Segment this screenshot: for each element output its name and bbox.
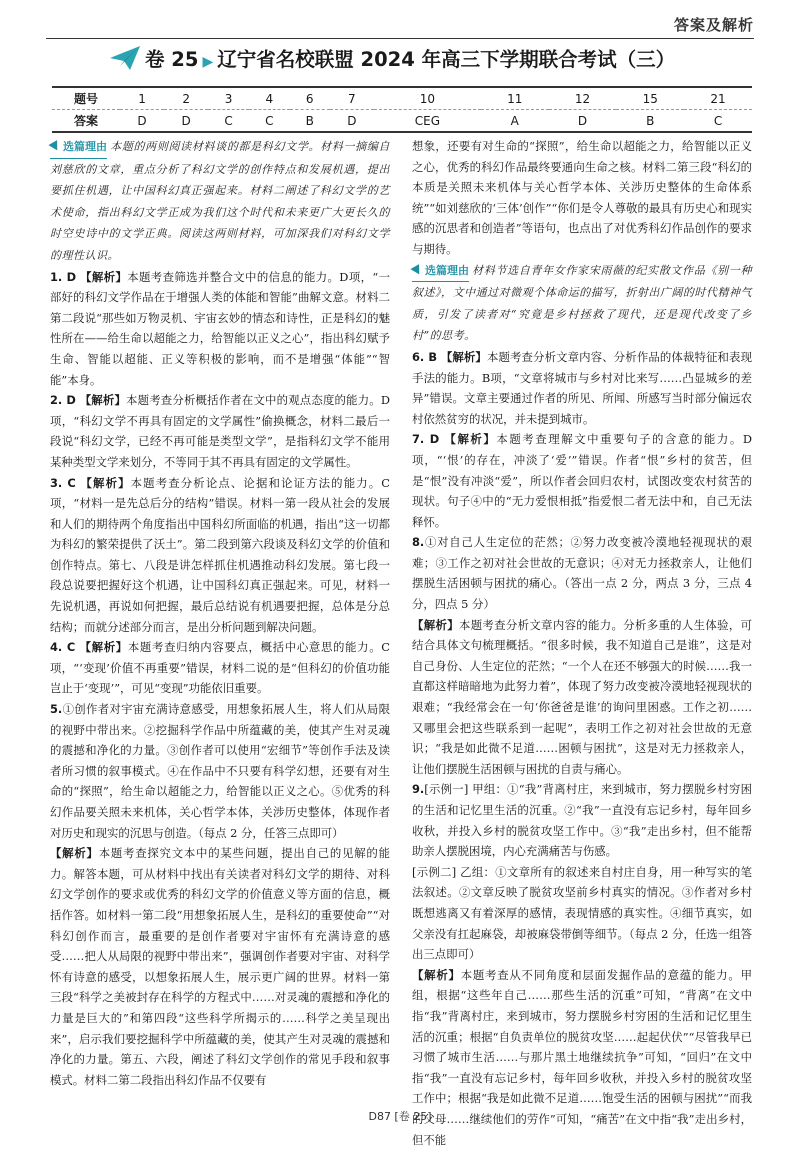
answer-2 [50,390,390,472]
question-number: 21 [684,87,752,110]
selection-reason-tag [50,137,107,159]
answer-table [52,86,752,133]
answer-value: D [549,110,617,133]
answer-6 [412,347,752,429]
answer-text: 本题考查分析概括作者在文中的观点态度的能力。D项，“科幻文学不再具有固定的文学属性”偷换概念，材料二最后一段说“科幻文学，已经不再可能是类型文学”，是指科幻文学不能用某种类型文学来划分，不等同于其不再具有固定的文学属性。 [50,393,390,469]
answer-value: C [249,110,290,133]
tag-label: 选篇理由 [425,263,469,277]
analysis-label: 【解析】 [412,617,459,632]
answer-table-header-row [52,87,752,110]
question-number: 11 [481,87,549,110]
answer-text: 本题考查筛选并整合文中的信息的能力。D项，“一部好的科幻文学作品在于增强人类的体能和智能”曲解文意。材料二第二段说“那些如万物灵机、宇宙玄妙的情态和诗性，正是科幻的魅性所在——给生命以超能之力，给智能以正义之心”，指出科幻赋予生命、智能以超能、正义等积极的影响，而不是增强“体能”“智能”本身。 [50,269,390,387]
answer-7 [412,429,752,532]
analysis-label: 【解析】 [50,846,99,861]
analysis-label: 【解析】 [79,393,127,408]
page-number: D87 [卷 25] [368,1110,432,1123]
section-label: 答案及解析 [673,16,754,34]
answer-text: 本题考查归纳内容要点，概括中心意思的能力。C项，“‘变现’价值不再重要”错误，材料二说的是“但科幻的价值功能岂止于‘变现’”，可见“变现”功能依旧重要。 [50,640,391,696]
row-label-number: 题号 [52,87,120,110]
selection-reason-tag [412,261,469,283]
selection-reason-1 [50,136,390,267]
answer-number: 4. C [50,640,76,655]
paper-plane-icon [108,44,142,72]
selection-reason-2 [412,260,752,347]
analysis-label: 【解析】 [80,475,131,490]
row-label-answer: 答案 [52,110,120,133]
left-column [50,136,390,1090]
question-number: 6 [290,87,330,110]
answer-8 [412,532,752,614]
analysis-label: 【解析】 [80,269,128,284]
top-rule [46,38,754,39]
answer-9 [412,779,752,861]
answer-1 [50,267,390,391]
page-title [145,44,730,74]
answer-text: 本题考查分析论点、论据和论证方法的能力。C项，“材料一是先总后分的结构”错误。材料一第一段从社会的发展和人们的期待两个角度指出中国科幻所面临的机遇，指出“这一切都为科幻的繁荣提供了沃土”。第二段到第六段谈及科幻文学的价值和创作特点。第七、八段是讲怎样抓住机遇推动科幻发展。第七段一段总说要把握好这个机遇，让中国科幻真正强起来。可见，材料一先说机遇，再说如何把握，最后总结说有机遇要把握，总体是分总结构；而就分述部分而言，是出分析问题到解决问题。 [50,475,391,634]
example-1: [示例一] 甲组：①“我”背离村庄，来到城市，努力摆脱乡村穷困的生活和记忆里生活的沉重。②“我”一直没有忘记乡村，每年回乡收秋，并投入乡村的脱贫攻坚工作中。③“我”走出乡村，但不能帮助亲人摆脱困境，内心充满痛苦与伤感。 [412,782,752,859]
answer-3 [50,473,390,638]
question-number: 3 [208,87,249,110]
answer-5-analysis [50,843,390,1090]
analysis-label: 【解析】 [79,640,128,655]
answer-number: 5. [50,702,63,717]
answer-number: 2. D [50,393,76,408]
analysis-label: 【解析】 [440,349,487,364]
answer-number: 9. [412,782,425,797]
reason-text: 本题的两则阅读材料谈的都是科幻文学。材料一摘编自刘慈欣的文章，重点分析了科幻文学的创作特点和发展机遇，提出要抓住机遇，让中国科幻真正强起来。材料二阐述了科幻文学的艺术使命，指出科幻文学正成为我们这个时代和未来更广大更长久的时空史诗中的文学正典。阅读这两则材料，可加深我们对科幻文学的理性认识。 [50,140,390,262]
answer-5-continued: 想象，还要有对生命的“探照”，给生命以超能之力，给智能以正义之心，优秀的科幻作品最终要通向生命之核。材料二第三段“科幻的本质是关照未来机体与关心哲学本体、关涉历史整体的生命体系统”“如刘慈欣的‘三体’创作”“你们是令人尊敬的最具有历史心和现实感的沉思者和创造者”等语句，也点出了对优秀科幻作品创作的要求与期待。 [412,139,752,256]
answer-value: C [208,110,249,133]
answer-number: 1. D [50,269,77,284]
reason-text: 材料节选自青年女作家宋雨薇的纪实散文作品《别一种叙述》，文中通过对微观个体命运的描写，折射出广阔的时代精神气质，引发了读者对“究竟是乡村拯救了现代，还是现代改变了乡村”的思考。 [412,263,752,343]
answer-text: 本题考查理解文中重要句子的含意的能力。D项，“‘恨’的存在，冲淡了‘爱’”错误。作者“恨”乡村的贫苦，但是“恨”没有冲淡“爱”，所以作者会回归农村，试图改变农村贫苦的现状。句子④中的“无力爱恨相抵”指爱恨二者无法中和，自己无法释怀。 [412,432,752,529]
title-text: 辽宁省名校联盟 2024 年高三下学期联合考试（三） [217,48,676,71]
answer-number: 8. [412,535,425,550]
analysis-text: 本题考查探究文本中的某些问题，提出自己的见解的能力。解答本题，可从材料中找出有关读者对科幻文学的期待、对科幻文学创作的要求或优秀的科幻文学的价值意义等方面的信息，概括作答。如材料一第二段“用想象拓展人生，是科幻的重要使命”“对科幻创作而言，最重要的是创作者要对宇宙怀有充满诗意的感受……把人从局限的视野中带出来”，强调创作者要对宇宙、对科学怀有诗意的感受，以想象拓展人生，展示更广阔的世界。材料一第三段“科学之美被封存在科学的方程式中……对灵魂的震撼和净化的力量是巨大的”和第四段“这些科学所揭示的……科学之美呈现出来”，启示我们要挖掘科学中所蕴藏的美，使其产生对灵魂的震撼和净化的力量。第五、六段，阐述了科幻文学创作的常见手段和叙事模式。材料二第二段指出科幻作品不仅要有 [50,846,390,1087]
answer-text: ①对自己人生定位的茫然；②努力改变被冷漠地轻视现状的艰难；③工作之初对社会世故的无意识；④对无力拯救亲人，让他们摆脱生活困顿与困扰的痛心。（答出一点 2 分，两点 3 分，三点 4 分，四点 5 分） [412,535,752,612]
question-number: 7 [330,87,374,110]
pen-icon [410,264,423,277]
answer-text: ①创作者对宇宙充满诗意感受，用想象拓展人生，将人们从局限的视野中带出来。②挖掘科学作品中所蕴藏的美，使其产生对灵魂的震撼和净化的力量。③创作者可以使用“宏细节”等创作手法及读者所习惯的叙事模式。④在作品中不只要有科学幻想，还要有对生命的“探照”，给生命以超能之力，给智能以正义之心。⑤优秀的科幻作品要关照未来机体，关心哲学本体，关涉历史整体，体现作者对历史和现实的沉思与创造。（每点 2 分，任答三点即可） [50,702,390,840]
answer-9-example-2: [示例二] 乙组：①文章所有的叙述来自村庄自身，用一种写实的笔法叙述。②文章反映了脱贫攻坚前乡村真实的情况。③作者对乡村既想逃离又有着深厚的感情，表现情感的真实性。④细节真实，如父亲没有扛起麻袋，却被麻袋带倒等细节。（每点 2 分，任选一组答出三点即可） [412,864,752,962]
title-arrow-icon: ▶ [202,54,214,70]
answer-value: CEG [374,110,481,133]
analysis-label: 【解析】 [444,432,497,447]
tag-label: 选篇理由 [63,140,107,153]
title-number: 卷 25 [145,48,199,71]
answer-value: D [120,110,164,133]
analysis-label: 【解析】 [412,967,461,982]
pen-icon [48,140,61,153]
question-number: 10 [374,87,481,110]
answer-number: 6. B [412,349,438,364]
analysis-text: 本题考查从不同角度和层面发掘作品的意蕴的能力。甲组，根据“这些年自己……那些生活的沉重”可知，“背离”在文中指“我”背离村庄，来到城市，努力摆脱乡村穷困的生活和记忆里生活的沉重；根据“自负责单位的脱贫攻坚……起起伏伏”“尽管我早已习惯了城市生活……与那片黑土地继续抗争”可知，“回归”在文中指“我”一直没有忘记乡村，每年回乡收秋，并投入乡村的脱贫攻坚工作中；根据“我是如此微不足道……饱受生活的困顿与困扰”“而我的父母……继续他们的劳作”可知，“痛苦”在文中指“我”走出乡村，但不能 [412,967,752,1147]
answer-value: B [290,110,330,133]
answer-value: A [481,110,549,133]
answer-4 [50,637,390,699]
answer-8-analysis [412,615,752,780]
answer-table-answer-row [52,110,752,133]
answer-value: C [684,110,752,133]
answer-value: B [616,110,684,133]
answer-number: 7. D [412,432,440,447]
question-number: 1 [120,87,164,110]
answer-value: D [330,110,374,133]
answer-5 [50,699,390,843]
answer-number: 3. C [50,475,76,490]
question-number: 15 [616,87,684,110]
right-column [412,136,752,1150]
answer-value: D [164,110,208,133]
question-number: 2 [164,87,208,110]
analysis-text: 本题考查分析文章内容的能力。分析多重的人生体验，可结合具体文句梳理概括。“很多时候，我不知道自己是谁”，这是对自己身份、人生定位的茫然；“一个人在还不够强大的时候……我一直都这样暗暗地为此努力着”，体现了努力改变被冷漠地轻视现状的艰难；“我经常会在一句‘你爸爸是谁’的询问里困惑。工作之初……又哪里会把这些联系到一起呢”，表明工作之初对社会世故的无意识；“我是如此微不足道……困顿与困扰”，这是对无力拯救亲人，让他们摆脱生活困顿与困扰的自责与痛心。 [412,617,752,776]
question-number: 4 [249,87,290,110]
question-number: 12 [549,87,617,110]
answer-text: 本题考查分析文章内容、分析作品的体裁特征和表现手法的能力。B项，“文章将城市与乡村对比来写……凸显城乡的差异”错误。文章主要通过作者的所见、所闻、所感写当时部分偏远农村依然贫穷的状况，并未提到城市。 [412,349,752,426]
